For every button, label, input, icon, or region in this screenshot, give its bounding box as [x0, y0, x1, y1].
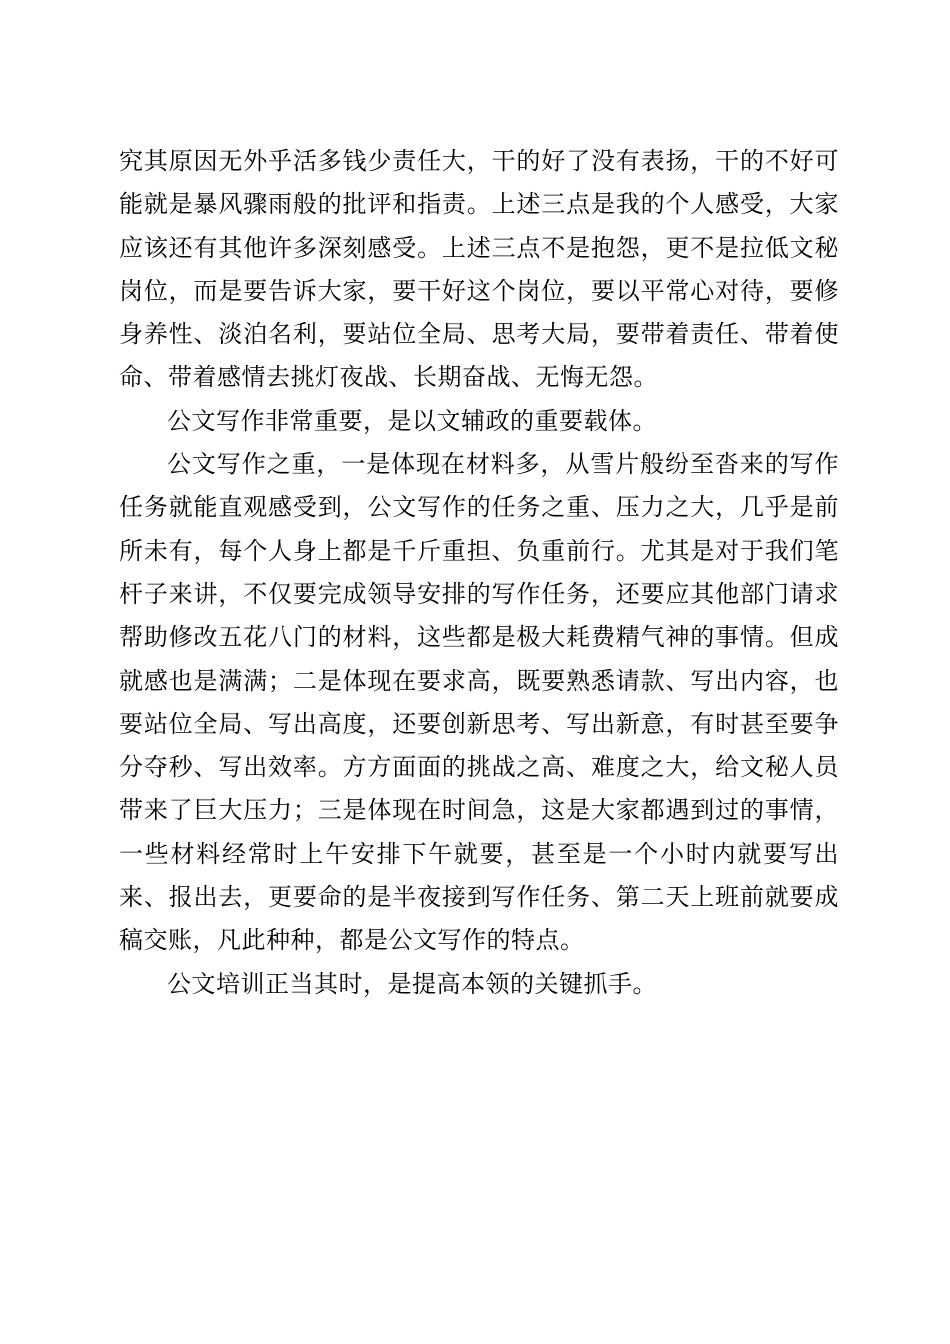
- paragraph-heading-importance: 公文写作非常重要，是以文辅政的重要载体。: [167, 406, 657, 435]
- paragraph-writing-burden: 公文写作之重，一是体现在材料多，从雪片般纷至沓来的写作任务就能直观感受到，公文写作的任务之重、压力之大，几乎是前所未有，每个人身上都是千斤重担、负重前行。尤其是对于我们笔杆子来讲，不仅要完成领导安排的写作任务，还要应其他部门请求帮助修改五花八门的材料，这些都是极大耗费精气神的事情。但成就感也是满满；二是体现在要求高，既要熟悉请款、写出内容，也要站位全局、写出高度，还要创新思考、写出新意，有时甚至要争分夺秒、写出效率。方方面面的挑战之高、难度之大，给文秘人员带来了巨大压力；三是体现在时间急，这是大家都遇到过的事情，一些材料经常时上午安排下午就要，甚至是一个小时内就要写出来、报出去，更要命的是半夜接到写作任务、第二天上班前就要成稿交账，凡此种种，都是公文写作的特点。: [119, 450, 839, 955]
- paragraph-heading-training: 公文培训正当其时，是提高本领的关键抓手。: [167, 969, 657, 998]
- document-body: [119, 140, 839, 1006]
- paragraph-continuation: 究其原因无外乎活多钱少责任大，干的好了没有表扬，干的不好可能就是暴风骤雨般的批评和指责。上述三点是我的个人感受，大家应该还有其他许多深刻感受。上述三点不是抱怨，更不是拉低文秘岗位，而是要告诉大家，要干好这个岗位，要以平常心对待，要修身养性、淡泊名利，要站位全局、思考大局，要带着责任、带着使命、带着感情去挑灯夜战、长期奋战、无悔无怨。: [119, 147, 839, 392]
